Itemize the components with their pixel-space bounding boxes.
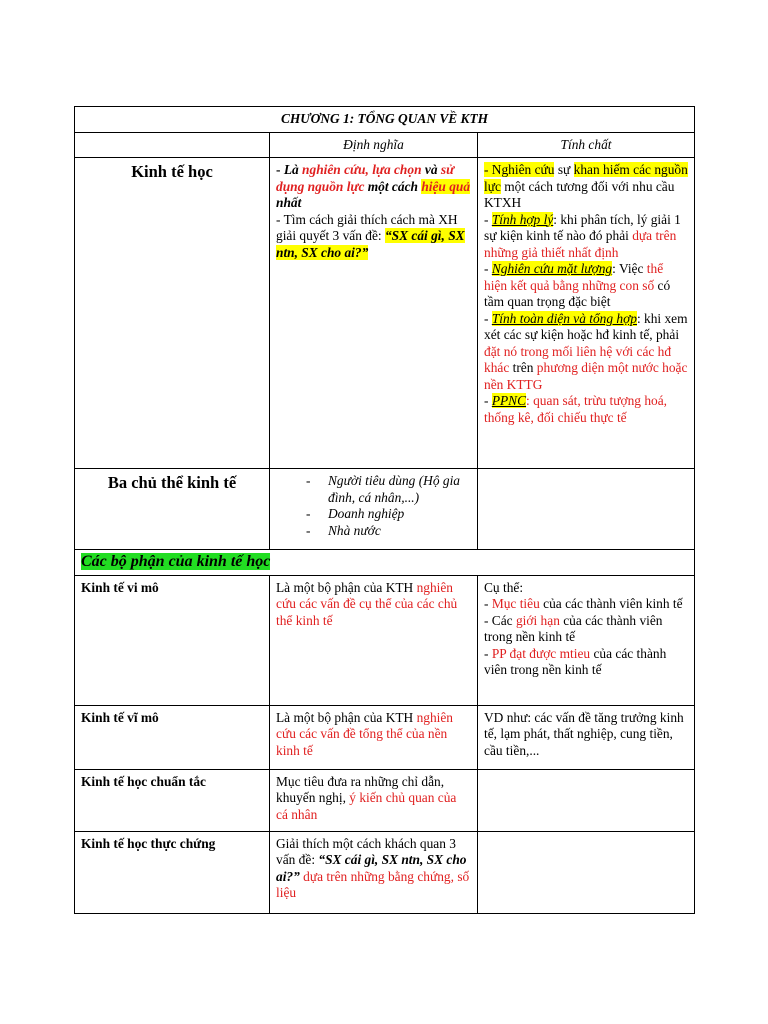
nature-vi-mo: Cụ thể: - Mục tiêu của các thành viên kinh tế - Các giới hạn của các thành viên trong nền kinh tế - PP đạt được mtieu của các thành viên trong nền kinh tế [478,575,695,705]
definition-chuan-tac: Mục tiêu đưa ra những chỉ dẫn, khuyến nghị, ý kiến chủ quan của cá nhân [270,769,478,831]
row-ba-chu-the [75,469,695,550]
nature-vi-mo-macro: VD như: các vấn đề tăng trưởng kinh tế, lạm phát, thất nghiệp, cung tiền, cầu tiền,... [478,705,695,769]
actors-list [276,473,471,539]
section-row [75,550,695,576]
definition-vi-mo: Là một bộ phận của KTH nghiên cứu các vấn đề cụ thể của các chủ thể kinh tế [270,575,478,705]
list-item: - Người tiêu dùng (Hộ gia đình, cá nhân,...) [328,473,471,506]
header-row [75,132,695,158]
term-thuc-chung: Kinh tế học thực chứng [75,831,270,913]
header-empty [75,132,270,158]
header-nature: Tính chất [478,132,695,158]
list-item: - Nhà nước [328,523,471,540]
section-heading: Các bộ phận của kinh tế học [75,550,695,576]
row-vi-mo [75,575,695,705]
term-vi-mo: Kinh tế vi mô [75,575,270,705]
row-vi-mo-macro [75,705,695,769]
chapter-title: CHƯƠNG 1: TỔNG QUAN VỀ KTH [75,107,695,133]
list-item: - Doanh nghiệp [328,506,471,523]
term-ba-chu-the: Ba chủ thể kinh tế [75,469,270,550]
summary-table [74,106,695,914]
term-vi-mo-macro: Kinh tế vĩ mô [75,705,270,769]
definition-kinh-te-hoc: - Là nghiên cứu, lựa chọn và sử dụng nguồn lực một cách hiệu quả nhất - Tìm cách giải thích cách mà XH giải quyết 3 vấn đề: “SX cái gì, SX ntn, SX cho ai?” [270,158,478,469]
term-chuan-tac: Kinh tế học chuẩn tắc [75,769,270,831]
term-kinh-te-hoc: Kinh tế học [75,158,270,469]
row-kinh-te-hoc [75,158,695,469]
nature-chuan-tac [478,769,695,831]
definition-vi-mo-macro: Là một bộ phận của KTH nghiên cứu các vấn đề tổng thể của nền kinh tế [270,705,478,769]
row-thuc-chung [75,831,695,913]
nature-kinh-te-hoc: - Nghiên cứu sự khan hiếm các nguồn lực một cách tương đối với nhu cầu KTXH - Tính hợp lý: khi phân tích, lý giải 1 sự kiện kinh tế nào đó phải dựa trên những giả thiết nhất định - Nghiên cứu mặt lượng: Việc thể hiện kết quả bằng những con số có tầm quan trọng đặc biệt - Tính toàn diện và tổng hợp: khi xem xét các sự kiện hoặc hđ kinh tế, phải đặt nó trong mối liên hệ với các hđ khác trên phương diện một nước hoặc nền KTTG - PPNC: quan sát, trừu tượng hoá, thống kê, đối chiếu thực tế [478,158,695,469]
title-row [75,107,695,133]
definition-ba-chu-the [270,469,478,550]
row-chuan-tac [75,769,695,831]
nature-thuc-chung [478,831,695,913]
definition-thuc-chung: Giải thích một cách khách quan 3 vấn đề: “SX cái gì, SX ntn, SX cho ai?” dựa trên những bằng chứng, số liệu [270,831,478,913]
header-definition: Định nghĩa [270,132,478,158]
nature-ba-chu-the [478,469,695,550]
